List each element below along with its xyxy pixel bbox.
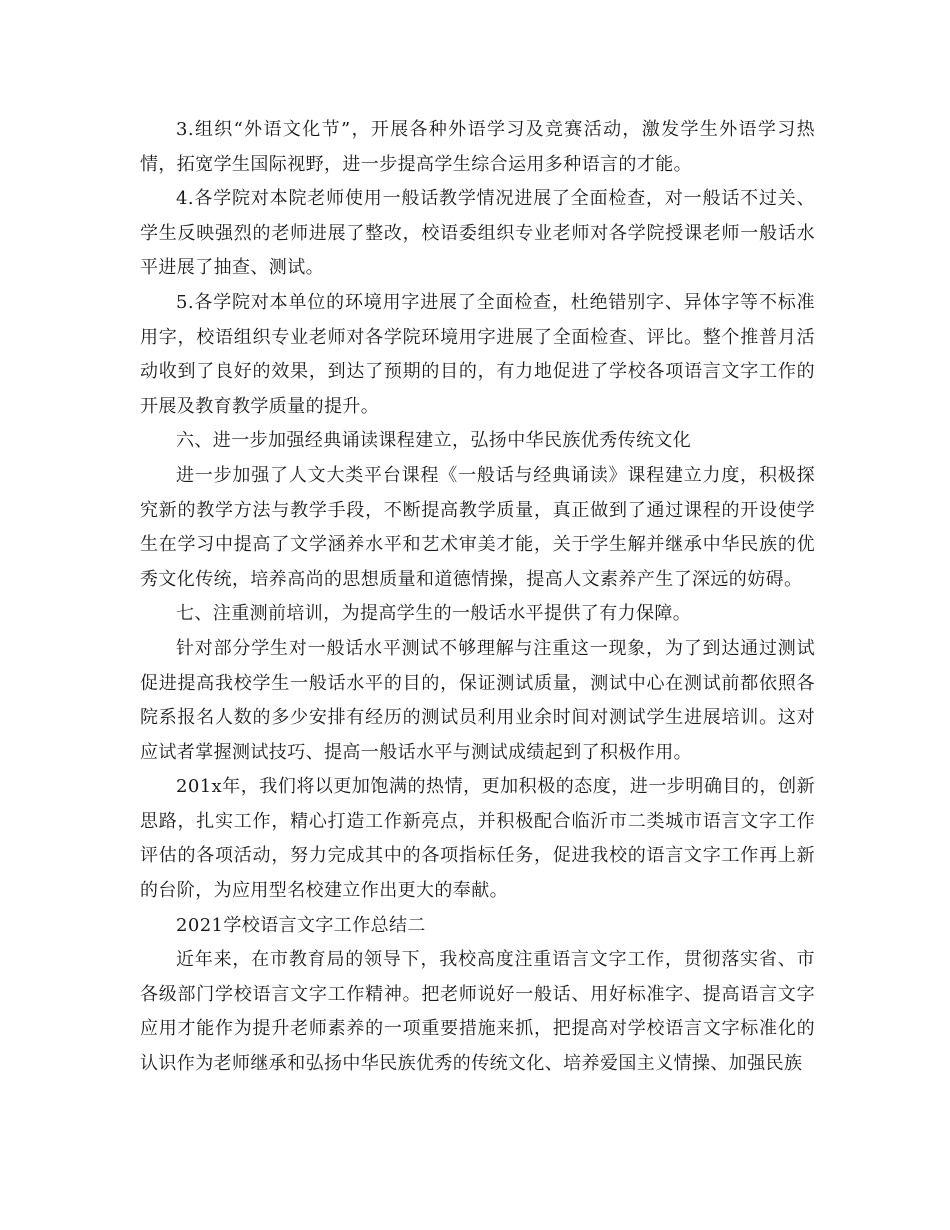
paragraph-item-3: 3.组织“外语文化节”，开展各种外语学习及竞赛活动，激发学生外语学习热情，拓宽学生国际视野，进一步提高学生综合运用多种语言的才能。: [140, 119, 815, 175]
section-heading-7: 七、注重测前培训，为提高学生的一般话水平提供了有力保障。: [176, 603, 692, 625]
section-heading-6: 六、进一步加强经典诵读课程建立，弘扬中华民族优秀传统文化: [176, 430, 692, 452]
paragraph-item-4: 4.各学院对本院老师使用一般话教学情况进展了全面检查，对一般话不过关、学生反映强烈的老师进展了整改，校语委组织专业老师对各学院授课老师一般话水平进展了抽查、测试。: [140, 188, 815, 279]
section-6-body: 进一步加强了人文大类平台课程《一般话与经典诵读》课程建立力度，积极探究新的教学方法与教学手段，不断提高教学质量，真正做到了通过课程的开设使学生在学习中提高了文学涵养水平和艺术审美才能，关于学生解并继承中华民族的优秀文化传统，培养高尚的思想质量和道德情操，提高人文素养产生了深远的妨碍。: [140, 464, 815, 590]
second-summary-intro: 近年来，在市教育局的领导下，我校高度注重语言文字工作，贯彻落实省、市各级部门学校语言文字工作精神。把老师说好一般话、用好标准字、提高语言文字应用才能作为提升老师素养的一项重要措施来抓，把提高对学校语言文字标准化的认识作为老师继承和弘扬中华民族优秀的传统文化、培养爱国主义情操、加强民族: [140, 949, 815, 1075]
section-7-body: 针对部分学生对一般话水平测试不够理解与注重这一现象，为了到达通过测试促进提高我校学生一般话水平的目的，保证测试质量，测试中心在测试前都依照各院系报名人数的多少安排有经历的测试员利用业余时间对测试学生进展培训。这对应试者掌握测试技巧、提高一般话水平与测试成绩起到了积极作用。: [140, 637, 815, 763]
second-summary-title: 2021学校语言文字工作总结二: [176, 914, 426, 936]
closing-paragraph: 201x年，我们将以更加饱满的热情，更加积极的态度，进一步明确目的，创新思路，扎实工作，精心打造工作新亮点，并积极配合临沂市二类城市语言文字工作评估的各项活动，努力完成其中的各项指标任务，促进我校的语言文字工作再上新的台阶，为应用型名校建立作出更大的奉献。: [140, 776, 815, 902]
document-body: [140, 113, 815, 1082]
paragraph-item-5: 5.各学院对本单位的环境用字进展了全面检查，杜绝错别字、异体字等不标准用字，校语组织专业老师对各学院环境用字进展了全面检查、评比。整个推普月活动收到了良好的效果，到达了预期的目的，有力地促进了学校各项语言文字工作的开展及教育教学质量的提升。: [140, 291, 815, 417]
